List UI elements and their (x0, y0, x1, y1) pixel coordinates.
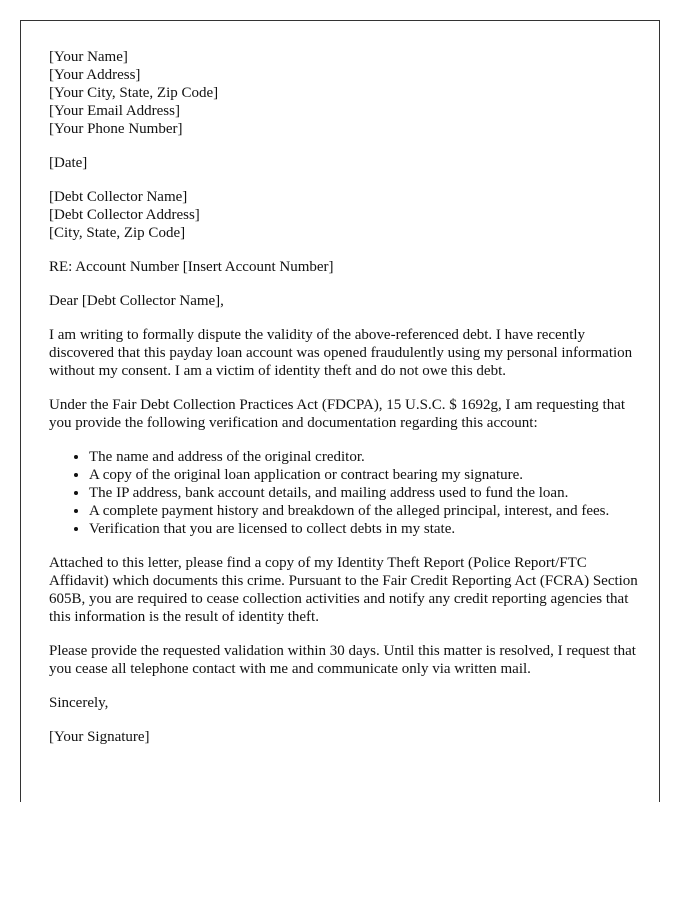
recipient-address-block (49, 188, 639, 242)
letter-page (20, 20, 660, 802)
paragraph-validation-deadline: Please provide the requested validation within 30 days. Until this matter is resolved, I request that you cease all telephone contact with me and communicate only via written mail. (49, 643, 636, 677)
sender-address: [Your Address] (49, 67, 141, 83)
list-item: • A copy of the original loan application or contract bearing my signature. (89, 466, 639, 484)
sender-address-block (49, 48, 639, 138)
list-item: • The name and address of the original creditor. (89, 448, 639, 466)
verification-list (49, 448, 639, 538)
sender-city-state-zip: [Your City, State, Zip Code] (49, 85, 219, 101)
sender-phone: [Your Phone Number] (49, 121, 183, 137)
letter-content (49, 48, 639, 762)
paragraph-verification-request: Under the Fair Debt Collection Practices Act (FDCPA), 15 U.S.C. $ 1692g, I am requesting that you provide the following verification and documentation regarding this account: (49, 397, 626, 431)
salutation: Dear [Debt Collector Name], (49, 293, 224, 309)
signature: [Your Signature] (49, 729, 150, 745)
list-item: • Verification that you are licensed to collect debts in my state. (89, 520, 639, 538)
paragraph-identity-theft-report: Attached to this letter, please find a copy of my Identity Theft Report (Police Report/FTC Affidavit) which documents this crime. Pursuant to the Fair Credit Reporting Act (FCRA) Section 605B, you are required to cease collection activities and notify any credit reporting agencies that this information is the result of identity theft. (49, 555, 638, 625)
recipient-name: [Debt Collector Name] (49, 189, 188, 205)
sender-email: [Your Email Address] (49, 103, 180, 119)
recipient-address: [Debt Collector Address] (49, 207, 200, 223)
paragraph-dispute: I am writing to formally dispute the validity of the above-referenced debt. I have recently discovered that this payday loan account was opened fraudulently using my personal information without my consent. I am a victim of identity theft and do not owe this debt. (49, 327, 633, 379)
closing: Sincerely, (49, 695, 109, 711)
sender-name: [Your Name] (49, 49, 128, 65)
list-item: • The IP address, bank account details, and mailing address used to fund the loan. (89, 484, 639, 502)
subject-line: RE: Account Number [Insert Account Number] (49, 259, 334, 275)
recipient-city-state-zip: [City, State, Zip Code] (49, 225, 186, 241)
letter-date: [Date] (49, 155, 88, 171)
list-item: • A complete payment history and breakdown of the alleged principal, interest, and fees. (89, 502, 639, 520)
